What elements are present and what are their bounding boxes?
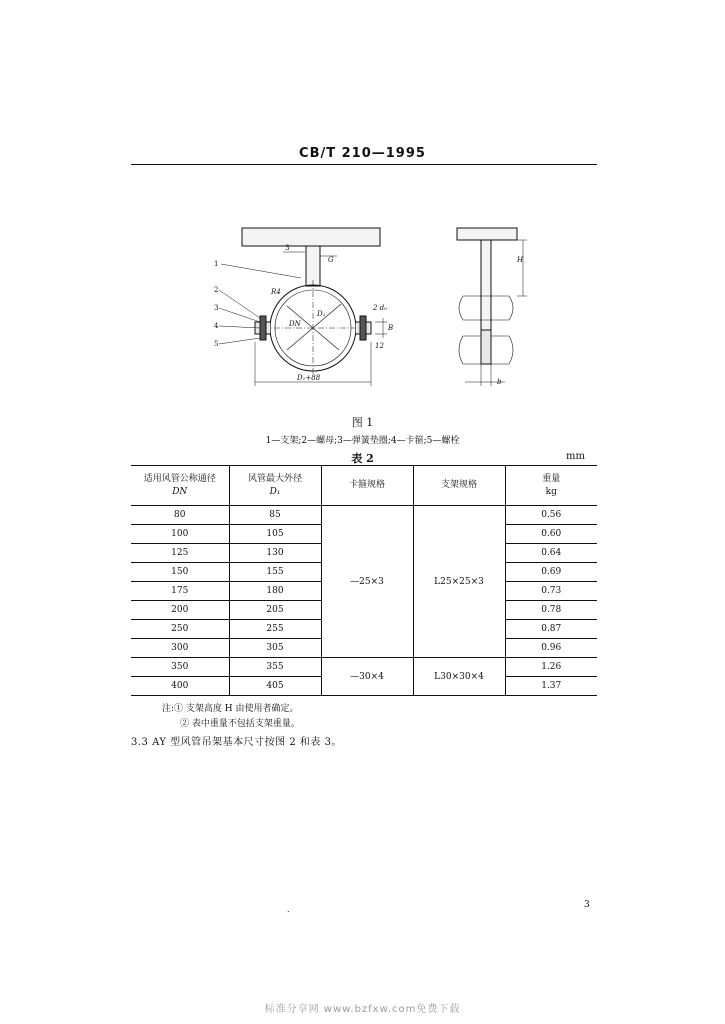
bracket-plate: [242, 228, 380, 246]
cell-weight: 0.87: [505, 620, 597, 639]
document-code: CB/T 210—1995: [299, 146, 426, 161]
right-bolt: [360, 316, 366, 340]
cell-dn: 300: [131, 639, 229, 658]
side-vertical-support: [481, 240, 491, 330]
dim-b: B: [388, 324, 394, 332]
callout-5: 5: [214, 340, 219, 348]
page-number: 3: [584, 900, 590, 910]
dim-dn: DN: [289, 320, 301, 328]
cell-dn: 150: [131, 563, 229, 582]
cell-d1: 85: [229, 506, 321, 525]
cell-weight: 0.60: [505, 525, 597, 544]
cell-dn: 350: [131, 658, 229, 677]
cell-d1: 405: [229, 677, 321, 696]
header-bracket: 支架规格: [413, 466, 505, 506]
stray-dot: .: [287, 905, 290, 914]
callout-3-top: 3: [285, 244, 290, 252]
cell-d1: 180: [229, 582, 321, 601]
side-clamp: [481, 330, 491, 364]
header-d1: 风管最大外径 D₁: [229, 466, 321, 506]
callout-1: 1: [214, 260, 219, 268]
figure-title: 图 1: [351, 416, 374, 429]
cell-clamp-group-1: —25×3: [321, 506, 413, 658]
cell-weight: 0.73: [505, 582, 597, 601]
cell-weight: 0.56: [505, 506, 597, 525]
cell-d1: 130: [229, 544, 321, 563]
front-view: [219, 228, 387, 386]
cell-bracket-group-1: L25×25×3: [413, 506, 505, 658]
dim-d1: D₁: [317, 310, 326, 318]
dim-width: D₁+88: [297, 374, 321, 382]
cell-dn: 125: [131, 544, 229, 563]
cell-weight: 0.69: [505, 563, 597, 582]
side-view: [457, 228, 527, 386]
cell-d1: 205: [229, 601, 321, 620]
table-unit: mm: [566, 451, 585, 462]
table-row: [131, 658, 597, 677]
dim-2d0: 2 d₀: [373, 304, 387, 312]
table-row: [131, 506, 597, 525]
cell-dn: 400: [131, 677, 229, 696]
dim-h: H: [517, 256, 524, 264]
cell-weight: 0.96: [505, 639, 597, 658]
table-notes: [162, 702, 300, 732]
header-clamp: 卡箍规格: [321, 466, 413, 506]
cell-dn: 80: [131, 506, 229, 525]
cell-weight: 0.78: [505, 601, 597, 620]
cell-dn: 200: [131, 601, 229, 620]
note-2: ② 表中重量不包括支架重量。: [180, 719, 300, 729]
clause-3-3: 3.3 AY 型风管吊架基本尺寸按图 2 和表 3。: [131, 737, 342, 748]
cell-weight: 1.26: [505, 658, 597, 677]
dim-r4: R4: [271, 288, 281, 296]
cell-clamp-group-2: —30×4: [321, 658, 413, 696]
figure-1-drawing: [205, 218, 545, 398]
spec-table: [131, 465, 597, 696]
callout-labels: [214, 244, 289, 348]
callout-2: 2: [214, 286, 219, 294]
cell-d1: 355: [229, 658, 321, 677]
side-bracket-plate: [457, 228, 517, 240]
cell-weight: 0.64: [505, 544, 597, 563]
callout-3: 3: [214, 304, 219, 312]
dim-g: G: [328, 256, 334, 264]
cell-weight: 1.37: [505, 677, 597, 696]
cell-d1: 155: [229, 563, 321, 582]
header-dn: 适用风管公称通径 DN: [131, 466, 229, 506]
cell-dn: 100: [131, 525, 229, 544]
callout-4: 4: [214, 322, 219, 330]
table-header-row: [131, 466, 597, 506]
cell-d1: 305: [229, 639, 321, 658]
watermark: 标准分享网 www.bzfxw.com免费下载: [264, 1004, 461, 1015]
cell-d1: 255: [229, 620, 321, 639]
cell-bracket-group-2: L30×30×4: [413, 658, 505, 696]
header-rule: [131, 164, 597, 165]
dim-b-side: b: [497, 378, 502, 386]
table-title: 表 2: [351, 452, 374, 465]
figure-caption: 1—支架;2—螺母;3—弹簧垫圈;4—卡箍;5—螺栓: [265, 436, 460, 446]
dim-12: 12: [375, 342, 384, 350]
cell-dn: 250: [131, 620, 229, 639]
cell-dn: 175: [131, 582, 229, 601]
note-1: 注:① 支架高度 H 由使用者确定。: [162, 704, 299, 714]
cell-d1: 105: [229, 525, 321, 544]
header-weight: 重量 kg: [505, 466, 597, 506]
left-bolt: [260, 316, 266, 340]
